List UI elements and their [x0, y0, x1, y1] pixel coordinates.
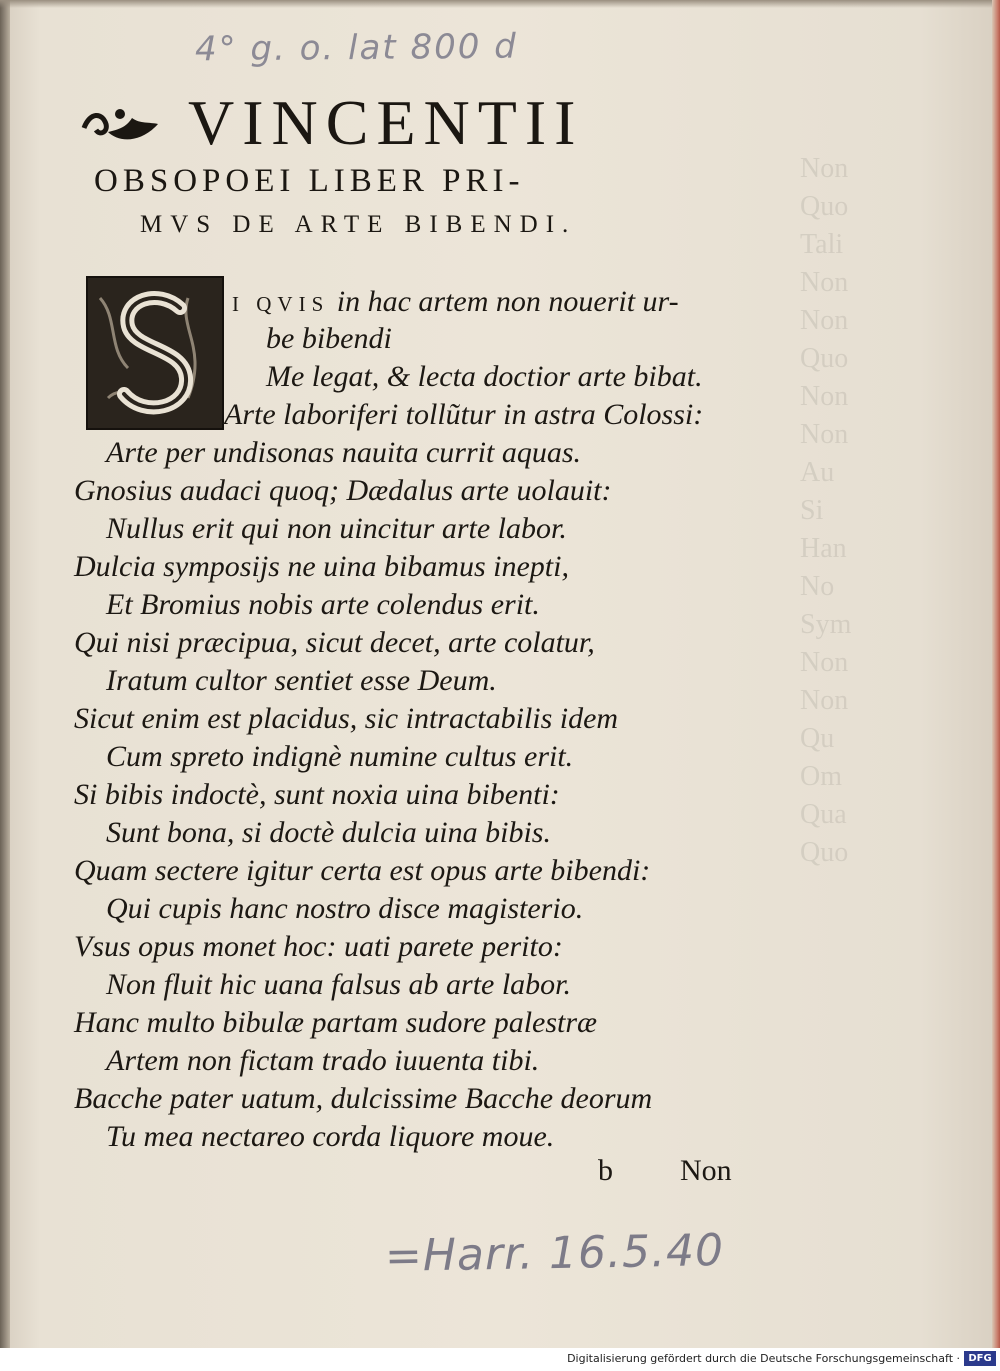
- first-word-caps: I QVIS: [232, 292, 330, 316]
- title-line-3: MVS DE ARTE BIBENDI.: [140, 211, 577, 238]
- leaf-ornament-icon: [80, 102, 164, 148]
- poem-line: be bibendi: [266, 322, 392, 355]
- poem-line: Sicut enim est placidus, sic intractabilis idem: [74, 702, 619, 735]
- footer-bar: [0, 1348, 1000, 1371]
- shelfmark-top: 4° g. o. lat 800 d: [194, 26, 518, 70]
- shelfmark-bottom: =Harr. 16.5.40: [384, 1225, 725, 1282]
- page-top-edge: [0, 0, 1000, 8]
- title-line-1: VINCENTII: [188, 87, 584, 158]
- poem-line: Non fluit hic uana falsus ab arte labor.: [106, 968, 572, 1001]
- dfg-logo: DFG: [964, 1351, 996, 1366]
- poem-line: Dulcia symposijs ne uina bibamus inepti,: [74, 550, 569, 583]
- poem-line: Tu mea nectareo corda liquore moue.: [106, 1120, 555, 1153]
- signature-mark: b: [598, 1154, 613, 1187]
- poem-line: Qui nisi præcipua, sicut decet, arte colatur,: [74, 626, 595, 659]
- poem-line: Gnosius audaci quoq; Dædalus arte uolauit:: [74, 474, 612, 507]
- poem-line: Arte laboriferi tollũtur in astra Colossi:: [224, 398, 704, 431]
- poem-line: Qui cupis hanc nostro disce magisterio.: [106, 892, 584, 925]
- show-through-text: Non Quo Tali Non Non Quo Non Non Au Si Han No Sym Non Non Qu Om Qua Quo: [800, 153, 852, 868]
- poem-line-1: [232, 285, 679, 319]
- funding-credit: Digitalisierung gefördert durch die Deutsche Forschungsgemeinschaft ·: [567, 1352, 960, 1365]
- poem-line: Si bibis indoctè, sunt noxia uina bibenti:: [74, 778, 560, 811]
- page-left-edge: [0, 0, 10, 1348]
- decorated-initial-s: [86, 276, 224, 430]
- title-line-2: OBSOPOEI LIBER PRI-: [94, 163, 525, 199]
- poem-line: Vsus opus monet hoc: uati parete perito:: [74, 930, 563, 963]
- poem-line: Cum spreto indignè numine cultus erit.: [106, 740, 574, 773]
- poem-line: Quam sectere igitur certa est opus arte bibendi:: [74, 854, 651, 887]
- page-right-edge: [992, 0, 1000, 1348]
- poem-line: Hanc multo bibulæ partam sudore palestræ: [74, 1006, 598, 1039]
- poem-line: Nullus erit qui non uincitur arte labor.: [106, 512, 567, 545]
- poem-line: Bacche pater uatum, dulcissime Bacche deorum: [74, 1082, 653, 1115]
- catchword: Non: [680, 1154, 732, 1187]
- poem-line: Et Bromius nobis arte colendus erit.: [106, 588, 540, 621]
- poem-line: Arte per undisonas nauita currit aquas.: [106, 436, 582, 469]
- poem-line-1-text: in hac artem non nouerit ur-: [329, 285, 679, 318]
- poem-line: Sunt bona, si doctè dulcia uina bibis.: [106, 816, 551, 849]
- poem-line: Iratum cultor sentiet esse Deum.: [106, 664, 497, 697]
- poem-line: Artem non fictam trado iuuenta tibi.: [106, 1044, 540, 1077]
- poem-line: Me legat, & lecta doctior arte bibat.: [266, 360, 703, 393]
